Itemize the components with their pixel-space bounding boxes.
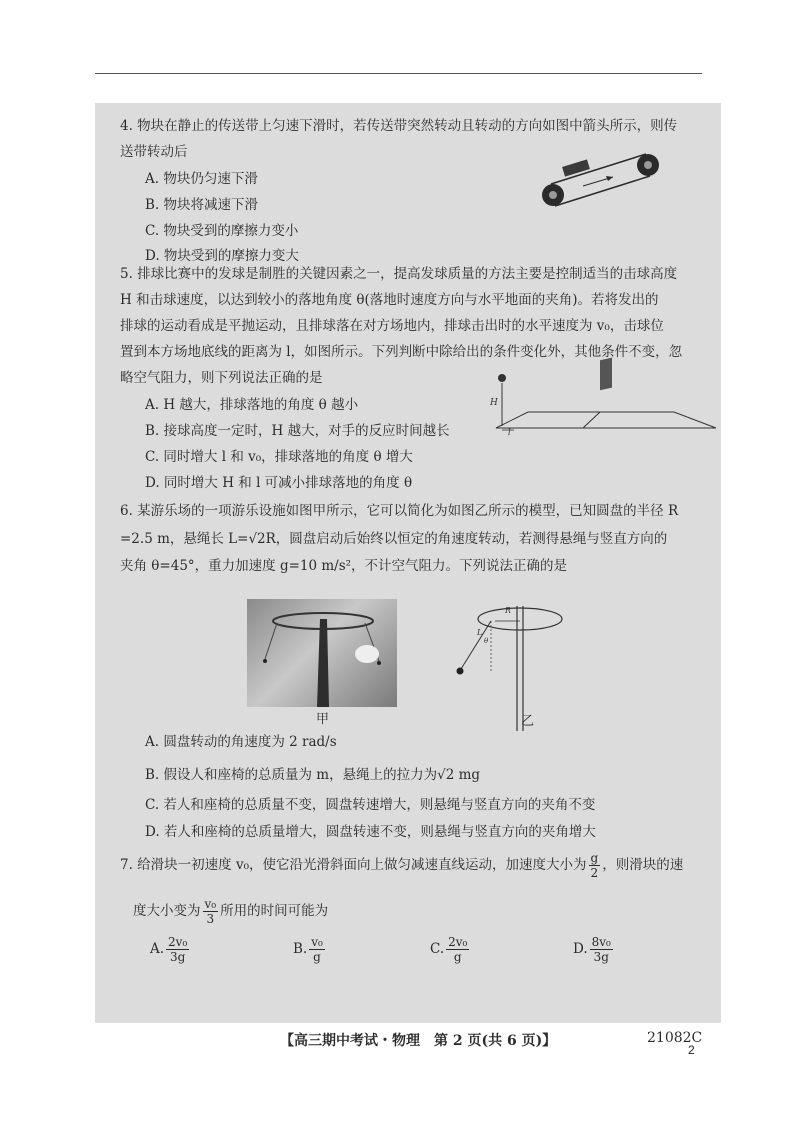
q6-option-c: C. 若人和座椅的总质量不变，圆盘转速增大，则悬绳与竖直方向的夹角不变 [145,797,596,813]
q4-stem-line2: 送带转动后 [120,144,188,160]
q4-option-a: A. 物块仍匀速下滑 [145,171,258,187]
q5-option-c: C. 同时增大 l 和 v₀，排球落地的角度 θ 增大 [145,449,413,465]
q7-answer-b [293,935,327,964]
q7-stem-line2 [133,897,328,926]
q4-option-d: D. 物块受到的摩擦力变大 [145,248,299,264]
q7-stem-line1-a: 7. 给滑块一初速度 v₀，使它沿光滑斜面向上做匀减速直线运动，加速度大小为 [120,857,587,873]
q5-stem-line1: 5. 排球比赛中的发球是制胜的关键因素之一，提高发球质量的方法主要是控制适当的击球高度 [120,266,678,282]
q7-answer-b-label: B. [293,941,308,957]
q7-answer-d-fraction [590,935,613,964]
exam-code: 21082C [647,1030,703,1046]
scanned-page [95,103,721,1049]
q7-accel-denominator: 2 [590,866,599,880]
q5-fig-l-label: l [508,428,511,437]
q7-answer-c-label: C. [430,941,445,957]
q7-answer-a-numerator: 2v₀ [168,935,188,949]
q7-answer-b-numerator: v₀ [311,935,323,949]
q4-stem-line1: 4. 物块在静止的传送带上匀速下滑时，若传送带突然转动且转动的方向如图中箭头所示，则传 [120,118,678,134]
q5-stem-line4: 置到本方场地底线的距离为 l，如图所示。下列判断中除给出的条件变化外，其他条件不变，忽 [120,344,683,360]
q7-stem-line2-b: 所用的时间可能为 [220,903,329,919]
q5-option-a: A. H 越大，排球落地的角度 θ 越小 [145,397,359,413]
volleyball-court-figure [488,371,718,436]
q5-stem-line3: 排球的运动看成是平抛运动，且排球落在对方场地内，排球击出时的水平速度为 v₀，击球位 [120,318,664,334]
q7-answer-b-fraction [309,935,325,964]
q6-fig-r-label: R [505,606,512,615]
q6-stem-line1: 6. 某游乐场的一项游乐设施如图甲所示，它可以简化为如图乙所示的模型，已知圆盘的半径 R [120,503,679,519]
q7-answer-c-denominator: g [453,950,462,964]
amusement-ride-photo [247,599,397,707]
q5-stem-line2: H 和击球速度，以达到较小的落地角度 θ(落地时速度方向与水平地面的夹角)。若将发出的 [120,292,659,308]
q7-stem-line1-b: ，则滑块的速 [602,857,684,873]
q7-answer-d-denominator: 3g [593,950,609,964]
q7-speed-numerator: v₀ [204,897,217,911]
q7-answer-c [430,935,471,964]
q5-option-b: B. 接球高度一定时，H 越大，对手的反应时间越长 [145,423,450,439]
q6-stem-line2: =2.5 m，悬绳长 L=√2R，圆盘启动后始终以恒定的角速度转动，若测得悬绳与竖直方向的 [120,531,668,547]
q7-answer-c-numerator: 2v₀ [448,935,468,949]
q7-speed-fraction [203,897,219,926]
q7-answer-a-fraction [166,935,189,964]
q5-option-d: D. 同时增大 H 和 l 可减小排球落地的角度 θ [145,475,413,491]
q5-stem-line5: 略空气阻力，则下列说法正确的是 [120,370,323,386]
rotating-disk-model-figure [447,591,567,731]
q5-fig-h-label: H [490,398,498,408]
q6-fig-l-label: L [477,628,483,637]
q7-stem-line2-a: 度大小变为 [133,903,201,919]
q6-option-b: B. 假设人和座椅的总质量为 m，悬绳上的拉力为√2 mg [145,767,481,783]
figure-b-caption: 乙 [521,714,535,729]
q7-answer-d [573,935,615,964]
q6-option-d: D. 若人和座椅的总质量增大，圆盘转速不变，则悬绳与竖直方向的夹角增大 [145,824,596,840]
q7-answer-a-label: A. [150,941,165,957]
q7-answer-d-numerator: 8v₀ [591,935,611,949]
q7-speed-denominator: 3 [206,912,215,926]
q7-answer-d-label: D. [573,941,588,957]
q7-stem-line1 [120,851,683,880]
q7-accel-fraction [589,851,601,880]
q6-fig-theta-label: θ [484,637,489,645]
figure-a-caption: 甲 [316,712,330,727]
q7-answer-c-fraction [446,935,469,964]
q6-option-a: A. 圆盘转动的角速度为 2 rad/s [145,734,337,750]
conveyor-belt-figure [535,148,665,218]
q6-stem-line3: 夹角 θ=45°，重力加速度 g=10 m/s²，不计空气阻力。下列说法正确的是 [120,558,568,574]
q4-option-b: B. 物块将减速下滑 [145,197,259,213]
q7-answer-a [150,935,191,964]
exam-footer-label: 【高三期中考试・物理 第 2 页(共 6 页)】 [280,1033,557,1049]
page-number: 2 [688,1043,695,1057]
q7-accel-numerator: g [590,851,599,865]
header-rule [95,73,702,74]
q7-answer-b-denominator: g [313,950,321,964]
q7-answer-a-denominator: 3g [170,950,186,964]
q4-option-c: C. 物块受到的摩擦力变小 [145,223,299,239]
